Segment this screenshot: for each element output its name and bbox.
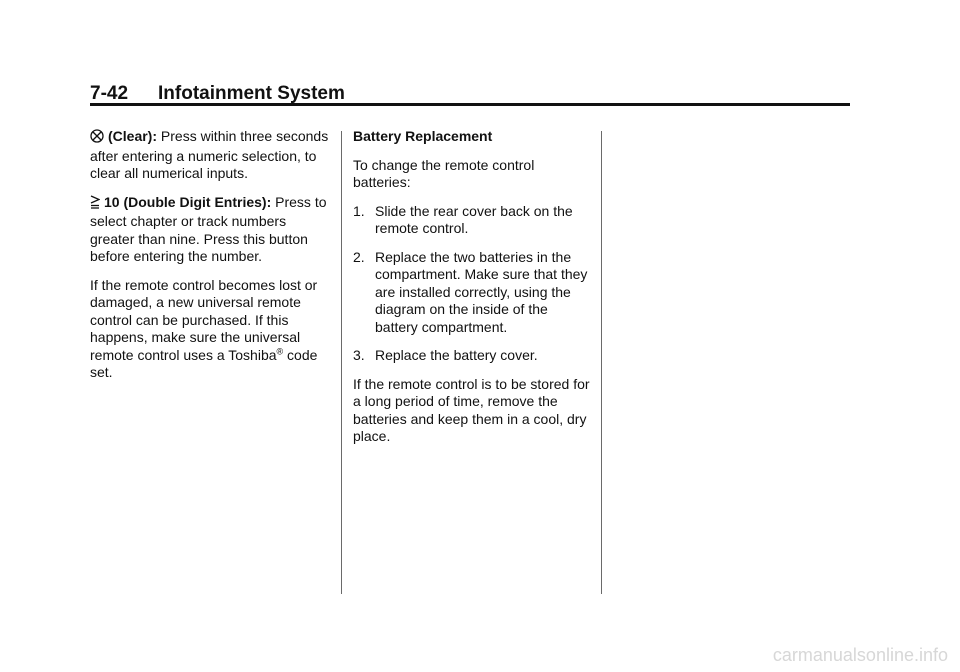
page-number: 7-42 [90,83,129,104]
universal-remote-paragraph [90,277,330,382]
middle-column [353,128,593,457]
step-number: 2. [353,248,365,265]
battery-replacement-heading: Battery Replacement [353,128,493,144]
double-digit-text-first: Press [275,193,311,210]
watermark: carmanualsonline.info [772,645,948,665]
left-column [90,128,330,393]
list-item [353,203,593,238]
column-divider [341,131,342,594]
clear-text-first: Press within [160,128,237,144]
universal-remote-text: If the remote control becomes lost or damaged, a new universal remote control can be purchased. If this happens, make sure the universal remote control uses a Toshiba [90,276,318,363]
header-rule [90,103,850,106]
registered-mark: ® [276,345,284,356]
section-title: Infotainment System [158,83,345,104]
step-number: 1. [353,202,365,219]
circle-x-icon [90,129,104,148]
double-digit-paragraph [90,194,330,266]
battery-intro: To change the remote control batteries: [353,156,535,190]
step-text: Replace the two batteries in the compartment. Make sure that they are installed correctly, using the diagram on the inside of the battery compartment. [375,248,588,335]
greater-equal-icon [90,195,100,214]
step-text: Slide the rear cover back on the remote control. [375,202,573,236]
list-item [353,249,593,337]
double-digit-label: 10 (Double Digit Entries): [104,193,272,210]
double-digit-text-rest: to select chapter or track numbers greater than nine. Press this button before entering the number. [90,193,327,264]
step-number: 3. [353,347,365,363]
step-text: Replace the battery cover. [375,347,538,363]
clear-paragraph [90,128,330,183]
battery-steps-list [353,203,593,365]
clear-label: (Clear): [108,128,158,144]
column-divider [601,131,602,594]
clear-text-rest: three seconds after entering a numeric selection, to clear all numerical inputs. [90,128,329,181]
storage-note: If the remote control is to be stored for a long period of time, remove the batteries and keep them in a cool, dry place. [353,375,590,444]
universal-remote-text-end: code set. [90,346,318,380]
list-item [353,347,593,365]
